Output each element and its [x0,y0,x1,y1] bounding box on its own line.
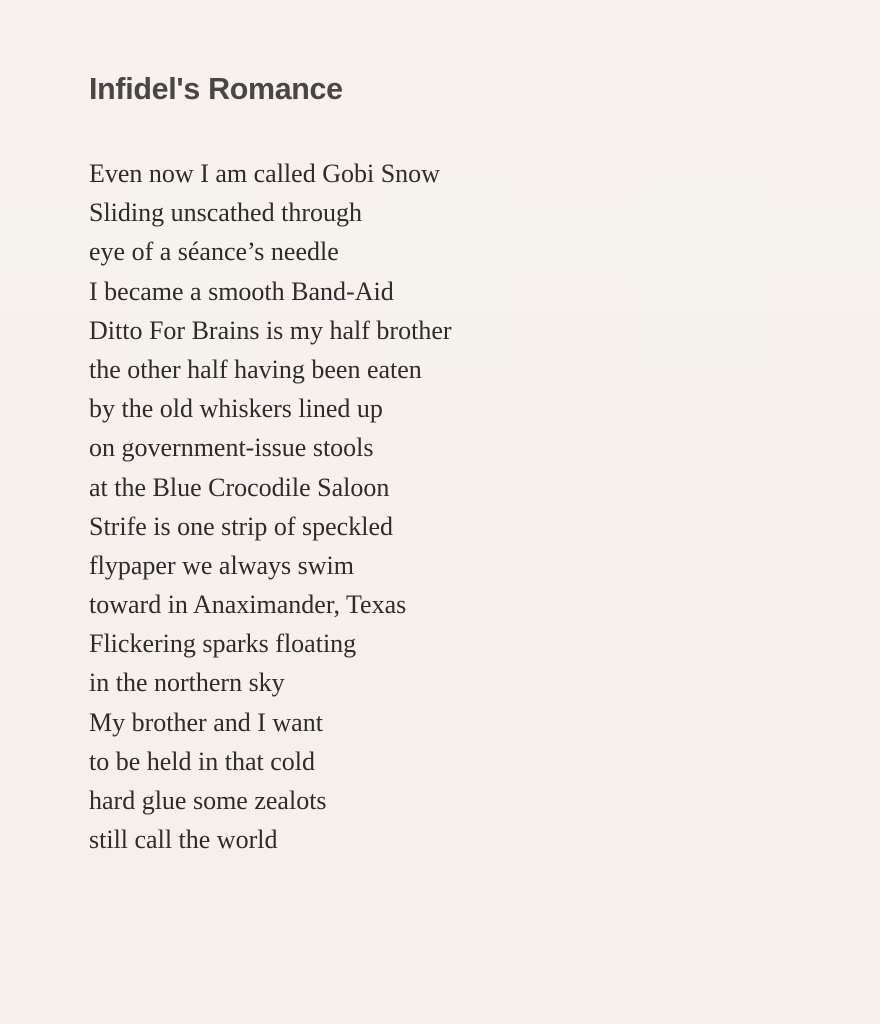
poem-line-12: toward in Anaximander, Texas [89,590,407,620]
poem-body [89,154,452,859]
poem-line-17: hard glue some zealots [89,786,327,815]
poem-line-5: Ditto For Brains is my half brother [89,315,452,345]
poem-line-15: My brother and I want [89,707,323,737]
poem-line-2: Sliding unscathed through [89,198,362,228]
poem-line-1: Even now I am called Gobi Snow [89,159,440,188]
poem-line-8: on government-issue stools [89,433,374,463]
poem-line-4: I became a smooth Band-Aid [89,276,394,306]
poem-line-6: the other half having been eaten [89,354,422,384]
poem-line-11: flypaper we always swim [89,550,354,580]
poem-line-16: to be held in that cold [89,746,316,776]
poem-line-13: Flickering sparks floating [89,629,357,659]
poem-line-10: Strife is one strip of speckled [89,511,393,541]
poem-line-3: eye of a séance’s needle [89,237,339,267]
poem-line-14: in the northern sky [89,668,285,698]
poem-line-18: still call the world [89,825,278,855]
poem-title: Infidel's Romance [89,71,343,106]
poem-line-7: by the old whiskers lined up [89,394,383,424]
poem-line-9: at the Blue Crocodile Saloon [89,472,390,502]
